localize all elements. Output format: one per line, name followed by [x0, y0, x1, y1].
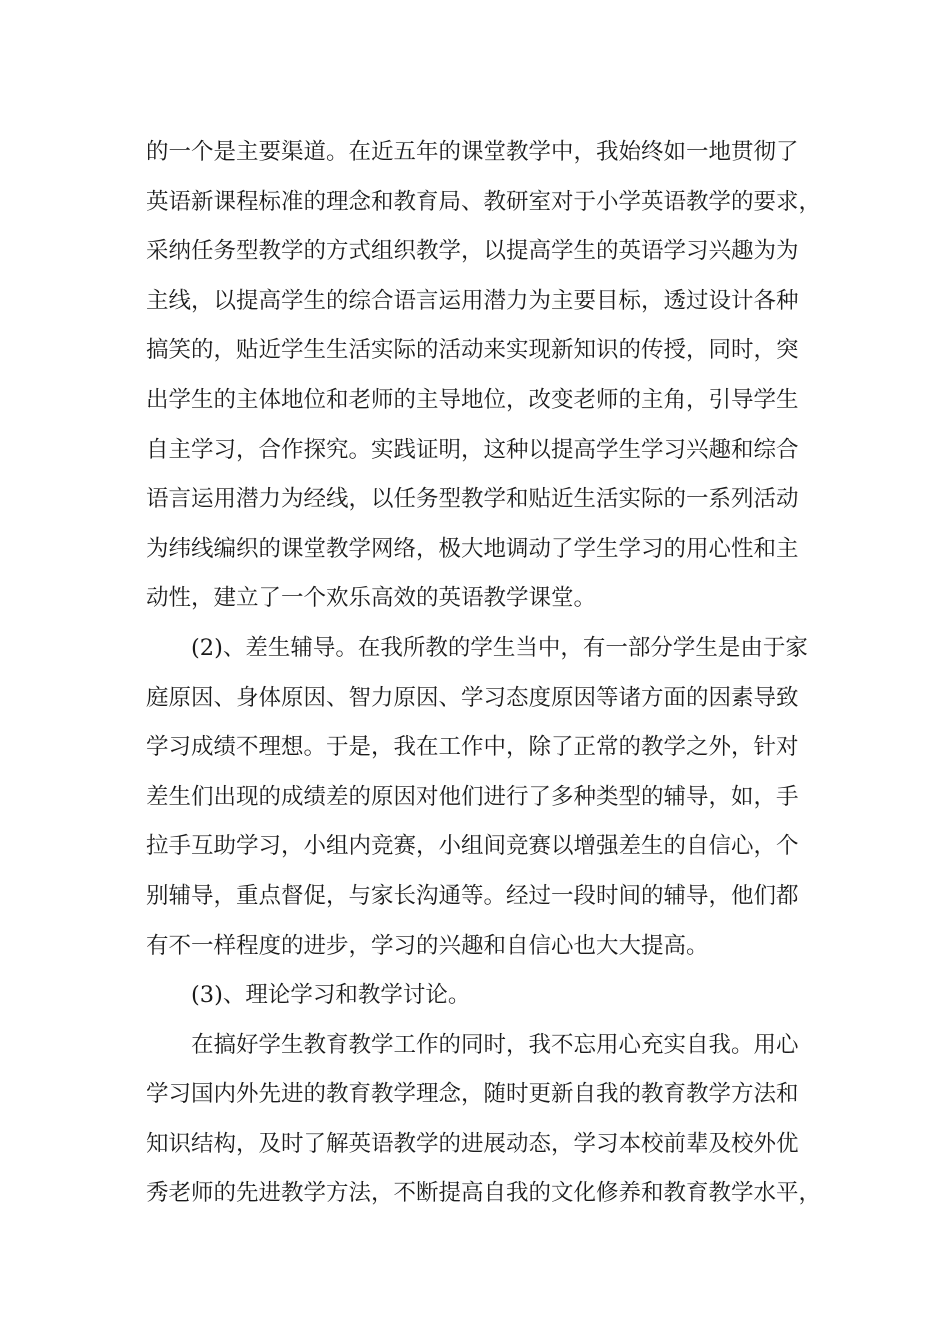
text-line: 语言运用潜力为经线，以任务型教学和贴近生活实际的一系列活动: [146, 486, 799, 513]
text-line: 别辅导，重点督促，与家长沟通等。经过一段时间的辅导，他们都: [146, 882, 799, 909]
text-line: 出学生的主体地位和老师的主导地位，改变老师的主角，引导学生: [146, 386, 799, 413]
text-line: 采纳任务型教学的方式组织教学，以提高学生的英语学习兴趣为为: [146, 238, 799, 265]
text-line: 英语新课程标准的理念和教育局、教研室对于小学英语教学的要求，: [146, 188, 822, 215]
text-line: 搞笑的，贴近学生生活实际的活动来实现新知识的传授，同时，突: [146, 337, 799, 364]
text-line: 主线，以提高学生的综合语言运用潜力为主要目标，透过设计各种: [146, 287, 799, 314]
text-line: 自主学习，合作探究。实践证明，这种以提高学生学习兴趣和综合: [146, 436, 799, 463]
text-line: 拉手互助学习，小组内竞赛，小组间竞赛以增强差生的自信心，个: [146, 833, 799, 860]
text-line: 知识结构，及时了解英语教学的进展动态，学习本校前辈及校外优: [146, 1130, 799, 1157]
text-line: 有不一样程度的进步，学习的兴趣和自信心也大大提高。: [146, 932, 709, 959]
text-line: 为纬线编织的课堂教学网络，极大地调动了学生学习的用心性和主: [146, 535, 799, 562]
text-line: 差生们出现的成绩差的原因对他们进行了多种类型的辅导，如，手: [146, 783, 799, 810]
text-line: 在搞好学生教育教学工作的同时，我不忘用心充实自我。用心: [191, 1031, 799, 1058]
text-line: 学习成绩不理想。于是，我在工作中，除了正常的教学之外，针对: [146, 734, 799, 761]
text-line: 秀老师的先进教学方法，不断提高自我的文化修养和教育教学水平，: [146, 1180, 822, 1207]
text-line: (2)、差生辅导。在我所教的学生当中，有一部分学生是由于家: [191, 634, 808, 661]
text-line: 的一个是主要渠道。在近五年的课堂教学中，我始终如一地贯彻了: [146, 139, 799, 165]
text-line: 动性，建立了一个欢乐高效的英语教学课堂。: [146, 585, 597, 612]
body-text: [146, 128, 822, 1219]
text-line: 学习国内外先进的教育教学理念，随时更新自我的教育教学方法和: [146, 1081, 799, 1108]
text-line: 庭原因、身体原因、智力原因、学习态度原因等诸方面的因素导致: [146, 684, 799, 711]
text-line: (3)、理论学习和教学讨论。: [191, 982, 471, 1009]
